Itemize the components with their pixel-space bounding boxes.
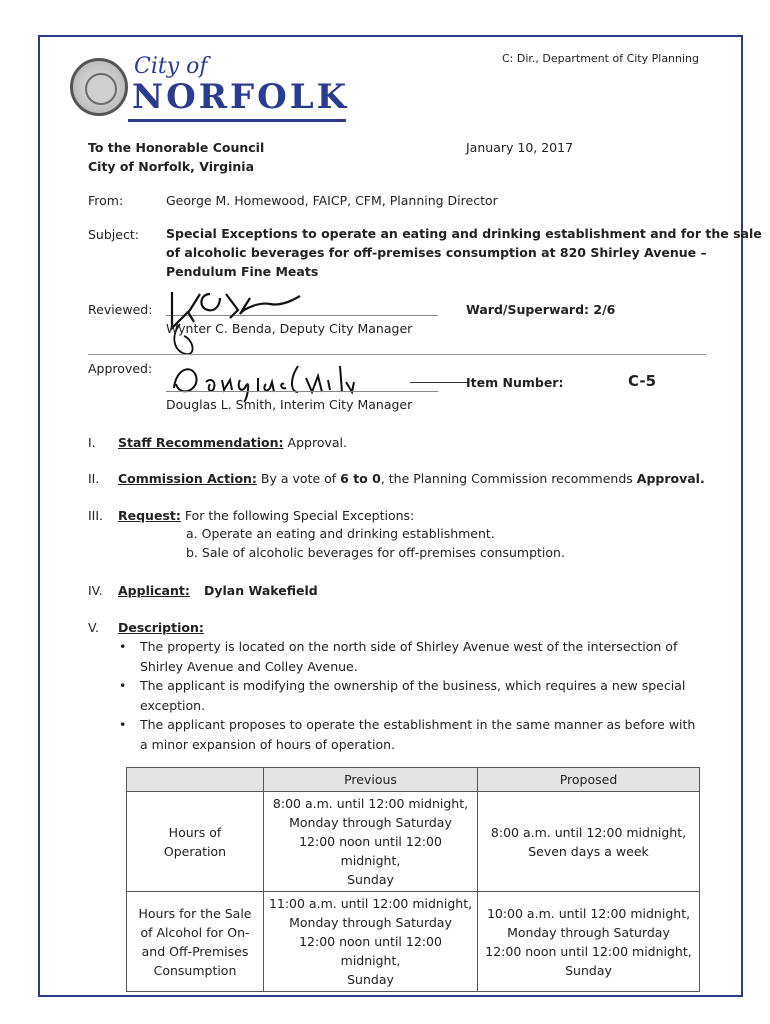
row-label-alcohol: Hours for the Sale of Alcohol for On- and Off-Premises Consumption — [127, 892, 264, 992]
cell-previous-alcohol — [264, 892, 478, 992]
logo-city-of: City of — [134, 54, 208, 79]
addressee-line1: To the Honorable Council — [88, 140, 265, 155]
city-seal-icon — [70, 58, 128, 116]
request-item-a: a. Operate an eating and drinking establishment. — [186, 526, 495, 541]
approved-signature-line — [166, 391, 438, 392]
approved-name: Douglas L. Smith, Interim City Manager — [166, 397, 413, 412]
list-item: • The applicant is modifying the ownership of the business, which requires a new special exception. — [116, 676, 706, 715]
staff-recommendation-label: Staff Recommendation: — [118, 435, 284, 450]
logo-norfolk: NORFOLK — [132, 77, 350, 117]
item-number-leader — [410, 382, 468, 383]
cell-line: Monday through Saturday — [289, 915, 452, 930]
item-number-label: Item Number: — [466, 375, 564, 390]
subject-label: Subject: — [88, 227, 139, 242]
staff-recommendation-value: Approval. — [287, 435, 347, 450]
cell-line: 10:00 a.m. until 12:00 midnight, — [486, 905, 691, 921]
commission-mid: , the Planning Commission recommends — [380, 471, 637, 486]
addressee-line2: City of Norfolk, Virginia — [88, 159, 255, 174]
table-row — [127, 892, 700, 992]
cell-line: 12:00 noon until 12:00 midnight, — [299, 934, 442, 968]
memo-date: January 10, 2017 — [466, 140, 574, 155]
approval-divider — [88, 354, 706, 355]
table-header-blank — [127, 768, 264, 792]
reviewed-name: Wynter C. Benda, Deputy City Manager — [166, 321, 413, 336]
applicant-label: Applicant: — [118, 583, 190, 598]
subject-line3: Pendulum Fine Meats — [166, 264, 319, 279]
hours-table — [126, 767, 700, 992]
request-item-b: b. Sale of alcoholic beverages for off-premises consumption. — [186, 545, 565, 560]
table-header-proposed: Proposed — [478, 768, 700, 792]
cell-line: 11:00 a.m. until 12:00 midnight, — [268, 896, 473, 911]
section-1-number: I. — [88, 435, 96, 450]
from-value: George M. Homewood, FAICP, CFM, Planning Director — [166, 193, 498, 208]
description-list — [116, 637, 706, 754]
cell-line: Sunday — [565, 962, 612, 978]
section-2-number: II. — [88, 471, 100, 486]
section-4-number: IV. — [88, 583, 103, 598]
cell-line: 8:00 a.m. until 12:00 midnight, — [490, 824, 687, 840]
cc-line: C: Dir., Department of City Planning — [502, 52, 700, 65]
description-label: Description: — [118, 620, 204, 635]
reviewed-label: Reviewed: — [88, 302, 153, 317]
cell-line: Seven days a week — [528, 843, 649, 859]
logo-rule — [128, 119, 346, 122]
commission-pre: By a vote of — [260, 471, 341, 486]
cell-line: 12:00 noon until 12:00 midnight, — [485, 943, 692, 959]
section-1 — [118, 435, 347, 450]
section-5-number: V. — [88, 620, 99, 635]
commission-action-label: Commission Action: — [118, 471, 257, 486]
list-item: • The applicant proposes to operate the establishment in the same manner as before with a minor expansion of hours of operation. — [116, 715, 706, 754]
approved-label: Approved: — [88, 361, 153, 376]
ward-superward: Ward/Superward: 2/6 — [466, 302, 616, 317]
cell-line: 8:00 a.m. until 12:00 midnight, — [272, 796, 469, 811]
request-value: For the following Special Exceptions: — [184, 508, 415, 523]
cell-line: 12:00 noon until 12:00 midnight, — [299, 834, 442, 868]
subject-line1: Special Exceptions to operate an eating and drinking establishment and for the sale — [166, 226, 762, 241]
cell-previous-hours — [264, 792, 478, 892]
cell-line: Monday through Saturday — [289, 815, 452, 830]
section-2 — [118, 471, 705, 486]
section-3-number: III. — [88, 508, 104, 523]
approved-signature — [166, 358, 366, 402]
from-label: From: — [88, 193, 124, 208]
reviewed-signature — [160, 280, 330, 360]
subject-line2: of alcoholic beverages for off-premises consumption at 820 Shirley Avenue – — [166, 245, 707, 260]
cell-proposed-hours — [478, 792, 700, 892]
commission-vote: 6 to 0 — [340, 471, 381, 486]
table-header-previous: Previous — [264, 768, 478, 792]
table-header-row — [127, 768, 700, 792]
table-row — [127, 792, 700, 892]
commission-result: Approval. — [636, 471, 705, 486]
cell-line: Sunday — [347, 872, 394, 887]
applicant-value: Dylan Wakefield — [204, 583, 318, 598]
cell-line: Sunday — [347, 972, 394, 987]
section-3 — [118, 508, 414, 523]
row-label-hours: Hours of Operation — [127, 792, 264, 892]
list-item: • The property is located on the north side of Shirley Avenue west of the intersection of Shirley Avenue and Colley Avenue. — [116, 637, 706, 676]
request-label: Request: — [118, 508, 181, 523]
cell-proposed-alcohol — [478, 892, 700, 992]
item-number-value: C-5 — [628, 372, 657, 390]
cell-line: Monday through Saturday — [507, 924, 670, 940]
